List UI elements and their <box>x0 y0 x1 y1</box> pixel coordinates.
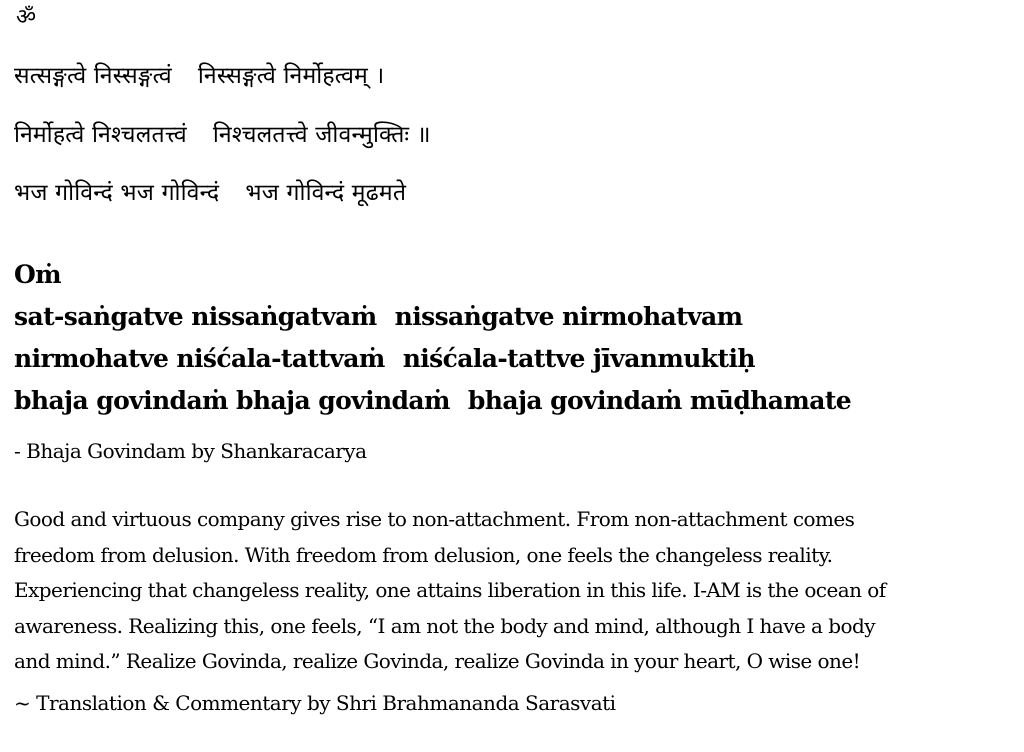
devanagari-line-2-part-a: निर्मोहत्वे निश्चलतत्त्वं <box>14 122 187 148</box>
translation-credit: ~ Translation & Commentary by Shri Brahmananda Sarasvati <box>14 691 616 715</box>
devanagari-line-1-part-b: निस्सङ्गत्वे निर्मोहत्वम् । <box>197 63 385 89</box>
transliteration-title: Oṁ <box>14 260 62 289</box>
om-symbol: ॐ <box>16 5 37 30</box>
commentary-line: Good and virtuous company gives rise to non-attachment. From non-attachment comes <box>14 507 855 531</box>
transliteration-line-1-part-a: sat-saṅgatve nissaṅgatvaṁ <box>14 302 377 331</box>
transliteration-line-1 <box>14 300 742 334</box>
commentary-line: Experiencing that changeless reality, one attains liberation in this life. I-AM is the ocean of <box>14 578 886 602</box>
transliteration-line-2-part-a: nirmohatve niśćala-tattvaṁ <box>14 344 385 373</box>
devanagari-line-1 <box>14 58 384 94</box>
transliteration-line-3-part-b: bhaja govindaṁ mūḍhamate <box>467 386 852 415</box>
devanagari-line-2-part-b: निश्चलतत्त्वे जीवन्मुक्तिः ॥ <box>212 122 431 148</box>
commentary-line: and mind.” Realize Govinda, realize Govinda, realize Govinda in your heart, O wise one! <box>14 649 861 673</box>
transliteration-line-3 <box>14 384 851 418</box>
transliteration-line-1-part-b: nissaṅgatve nirmohatvam <box>394 302 743 331</box>
transliteration-line-2-part-b: niśćala-tattve jīvanmuktiḥ <box>402 344 755 373</box>
commentary-line: awareness. Realizing this, one feels, “I am not the body and mind, although I have a body <box>14 613 875 638</box>
devanagari-line-3 <box>14 175 406 211</box>
commentary-line: freedom from delusion. With freedom from delusion, one feels the changeless reality. <box>14 542 833 567</box>
source-attribution: - Bhaja Govindam by Shankaracarya <box>14 439 367 463</box>
commentary-paragraph <box>14 502 1014 680</box>
devanagari-line-2 <box>14 117 431 153</box>
devanagari-line-3-part-b: भज गोविन्दं मूढमते <box>245 180 407 206</box>
transliteration-line-2 <box>14 342 755 376</box>
transliteration-line-3-part-a: bhaja govindaṁ bhaja govindaṁ <box>14 386 450 415</box>
devanagari-line-3-part-a: भज गोविन्दं भज गोविन्दं <box>14 180 220 206</box>
devanagari-line-1-part-a: सत्सङ्गत्वे निस्सङ्गत्वं <box>14 63 172 89</box>
